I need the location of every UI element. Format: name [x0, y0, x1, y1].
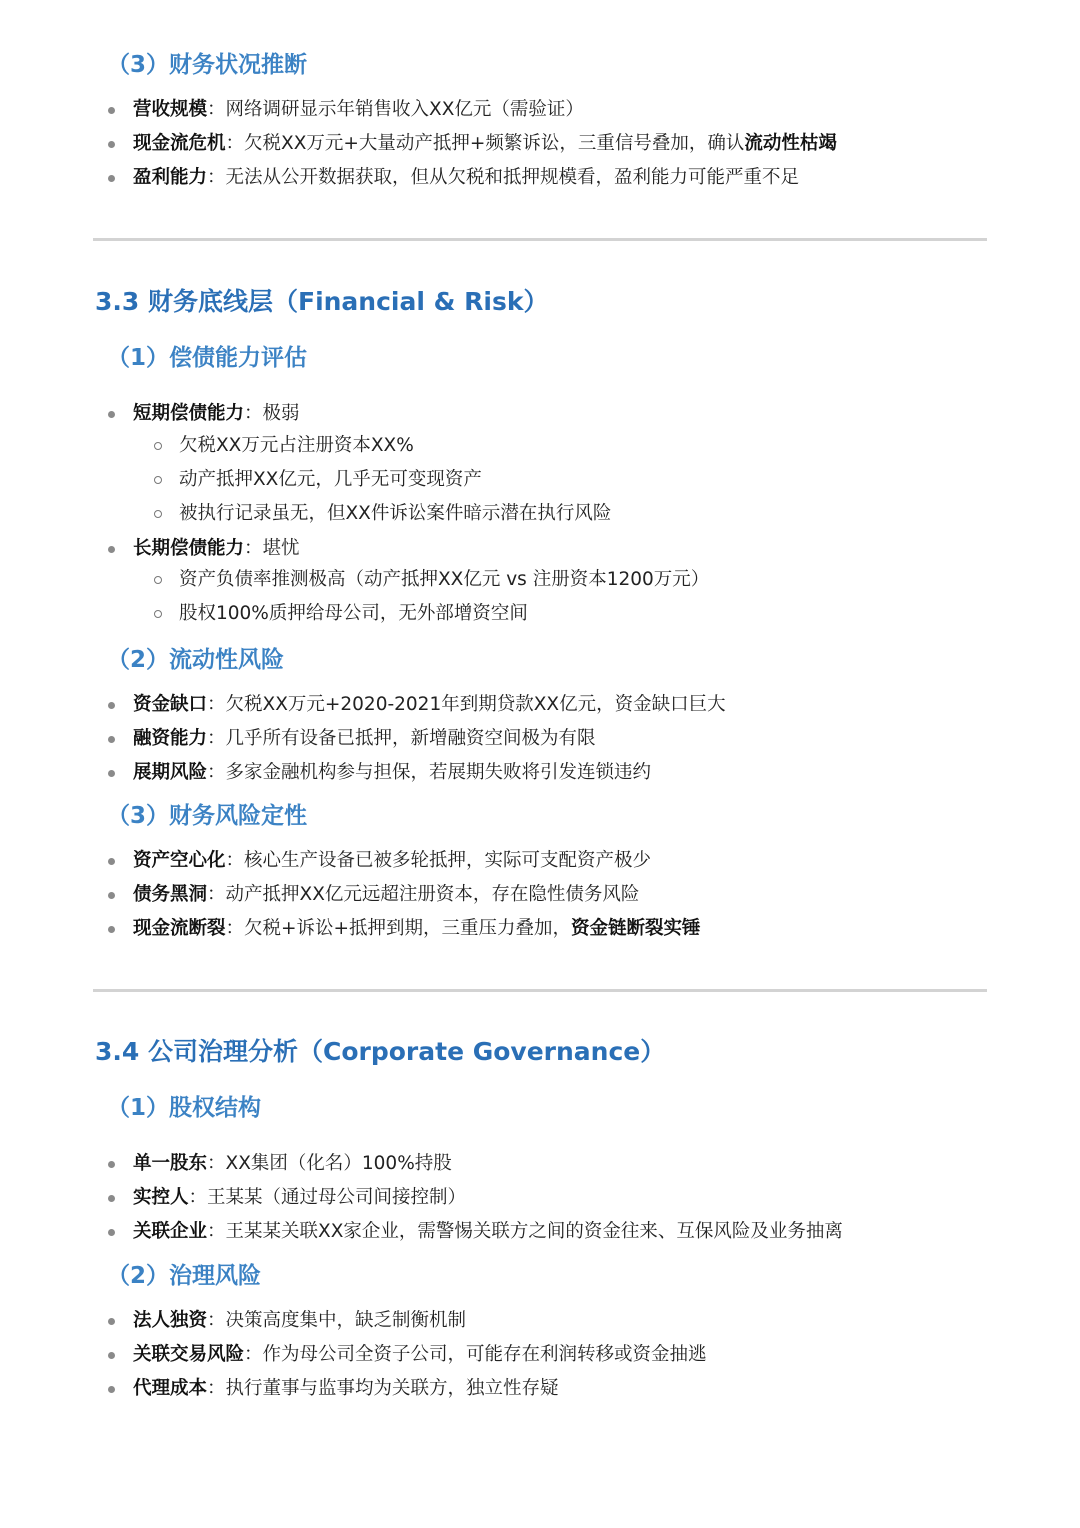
item-separator: ：: [207, 694, 226, 715]
sub-item-text: 被执行记录虽无，但XX件诉讼案件暗示潜在执行风险: [179, 503, 612, 524]
item-separator: ：: [244, 1344, 263, 1365]
item-key: 关联企业: [133, 1221, 208, 1242]
item-separator: ：: [244, 403, 263, 424]
item-separator: ：: [207, 762, 226, 783]
bullet-icon: [108, 1318, 115, 1325]
item-text: 欠税XX万元+2020-2021年到期贷款XX亿元，资金缺口巨大: [225, 694, 726, 715]
bullet-icon: [108, 546, 115, 553]
hollow-bullet-icon: [154, 576, 162, 584]
bullet-icon: [108, 702, 115, 709]
item-separator: ：: [244, 538, 263, 559]
item-text: 欠税+诉讼+抵押到期，三重压力叠加，: [244, 918, 572, 939]
item-key: 实控人: [133, 1187, 189, 1208]
bullet-icon: [108, 736, 115, 743]
item-key: 资产空心化: [133, 850, 226, 871]
item-key: 短期偿债能力: [133, 403, 245, 424]
hollow-bullet-icon: [154, 476, 162, 484]
item-key: 现金流断裂: [133, 918, 226, 939]
item-separator: ：: [207, 728, 226, 749]
bullet-icon: [108, 770, 115, 777]
section-title-3-3: 3.3 财务底线层（Financial & Risk）: [95, 287, 549, 316]
item-separator: ：: [188, 1187, 208, 1208]
bullet-icon: [108, 1352, 115, 1359]
item-key: 营收规模: [133, 99, 208, 120]
sub-item-text: 动产抵押XX亿元，几乎无可变现资产: [179, 469, 482, 490]
section-divider: [93, 238, 987, 241]
item-separator: ：: [225, 918, 245, 939]
bullet-icon: [108, 107, 115, 114]
bullet-icon: [108, 892, 115, 899]
item-separator: ：: [207, 1221, 226, 1242]
item-key: 关联交易风险: [133, 1344, 245, 1365]
hollow-bullet-icon: [154, 442, 162, 450]
item-text: 王某某关联XX家企业，需警惕关联方之间的资金往来、互保风险及业务抽离: [225, 1221, 843, 1242]
item-separator: ：: [207, 1153, 226, 1174]
item-text: 几乎所有设备已抵押，新增融资空间极为有限: [225, 728, 596, 749]
section-title-3-4: 3.4 公司治理分析（Corporate Governance）: [95, 1037, 666, 1066]
item-text: 核心生产设备已被多轮抵押，实际可支配资产极少: [244, 850, 652, 871]
subsection-heading-governance-risk: （2）治理风险: [107, 1263, 262, 1289]
item-key: 融资能力: [133, 728, 208, 749]
item-key: 长期偿债能力: [133, 538, 245, 559]
bullet-icon: [108, 1195, 115, 1202]
item-key: 盈利能力: [133, 167, 208, 188]
hollow-bullet-icon: [154, 610, 162, 618]
item-text: 执行董事与监事均为关联方，独立性存疑: [225, 1378, 559, 1399]
item-key: 单一股东: [133, 1153, 208, 1174]
bullet-icon: [108, 141, 115, 148]
bullet-icon: [108, 858, 115, 865]
bullet-icon: [108, 1386, 115, 1393]
item-text: 决策高度集中，缺乏制衡机制: [225, 1310, 467, 1331]
item-key: 法人独资: [133, 1310, 208, 1331]
item-key: 展期风险: [133, 762, 208, 783]
bullet-icon: [108, 1161, 115, 1168]
subsection-heading-risk-nature: （3）财务风险定性: [107, 803, 308, 829]
bullet-icon: [108, 411, 115, 418]
sub-item-text: 股权100%质押给母公司，无外部增资空间: [179, 603, 528, 624]
item-key: 现金流危机: [133, 133, 226, 154]
bullet-icon: [108, 1229, 115, 1236]
subsection-heading-equity: （1）股权结构: [107, 1095, 262, 1121]
item-emphasis: 资金链断裂实锤: [571, 918, 701, 939]
item-separator: ：: [207, 167, 226, 188]
bullet-icon: [108, 175, 115, 182]
item-separator: ：: [207, 99, 226, 120]
item-key: 资金缺口: [133, 694, 208, 715]
section-divider: [93, 989, 987, 992]
item-text: 作为母公司全资子公司，可能存在利润转移或资金抽逃: [262, 1344, 707, 1365]
item-text: 堪忧: [262, 538, 300, 559]
sub-item-text: 资产负债率推测极高（动产抵押XX亿元 vs 注册资本1200万元）: [179, 569, 710, 590]
hollow-bullet-icon: [154, 510, 162, 518]
item-separator: ：: [207, 1378, 226, 1399]
subsection-heading-solvency: （1）偿债能力评估: [107, 345, 308, 371]
item-text: 多家金融机构参与担保，若展期失败将引发连锁违约: [225, 762, 652, 783]
item-text: XX集团（化名）100%持股: [225, 1153, 452, 1174]
item-key: 代理成本: [133, 1378, 208, 1399]
subsection-heading-liquidity: （2）流动性风险: [107, 647, 285, 673]
item-separator: ：: [225, 133, 245, 154]
bullet-icon: [108, 926, 115, 933]
item-text: 王某某（通过母公司间接控制）: [207, 1187, 467, 1208]
item-text: 动产抵押XX亿元远超注册资本，存在隐性债务风险: [225, 884, 640, 905]
sub-item-text: 欠税XX万元占注册资本XX%: [179, 435, 414, 456]
item-emphasis: 流动性枯竭: [744, 133, 837, 154]
item-separator: ：: [207, 884, 226, 905]
item-text: 无法从公开数据获取，但从欠税和抵押规模看，盈利能力可能严重不足: [225, 167, 800, 188]
item-key: 债务黑洞: [133, 884, 208, 905]
item-text: 欠税XX万元+大量动产抵押+频繁诉讼，三重信号叠加，确认: [244, 133, 745, 154]
item-text: 网络调研显示年销售收入XX亿元（需验证）: [225, 99, 584, 120]
subsection-heading-financial-inference: （3）财务状况推断: [107, 52, 308, 78]
item-separator: ：: [207, 1310, 226, 1331]
item-text: 极弱: [262, 403, 300, 424]
item-separator: ：: [225, 850, 245, 871]
